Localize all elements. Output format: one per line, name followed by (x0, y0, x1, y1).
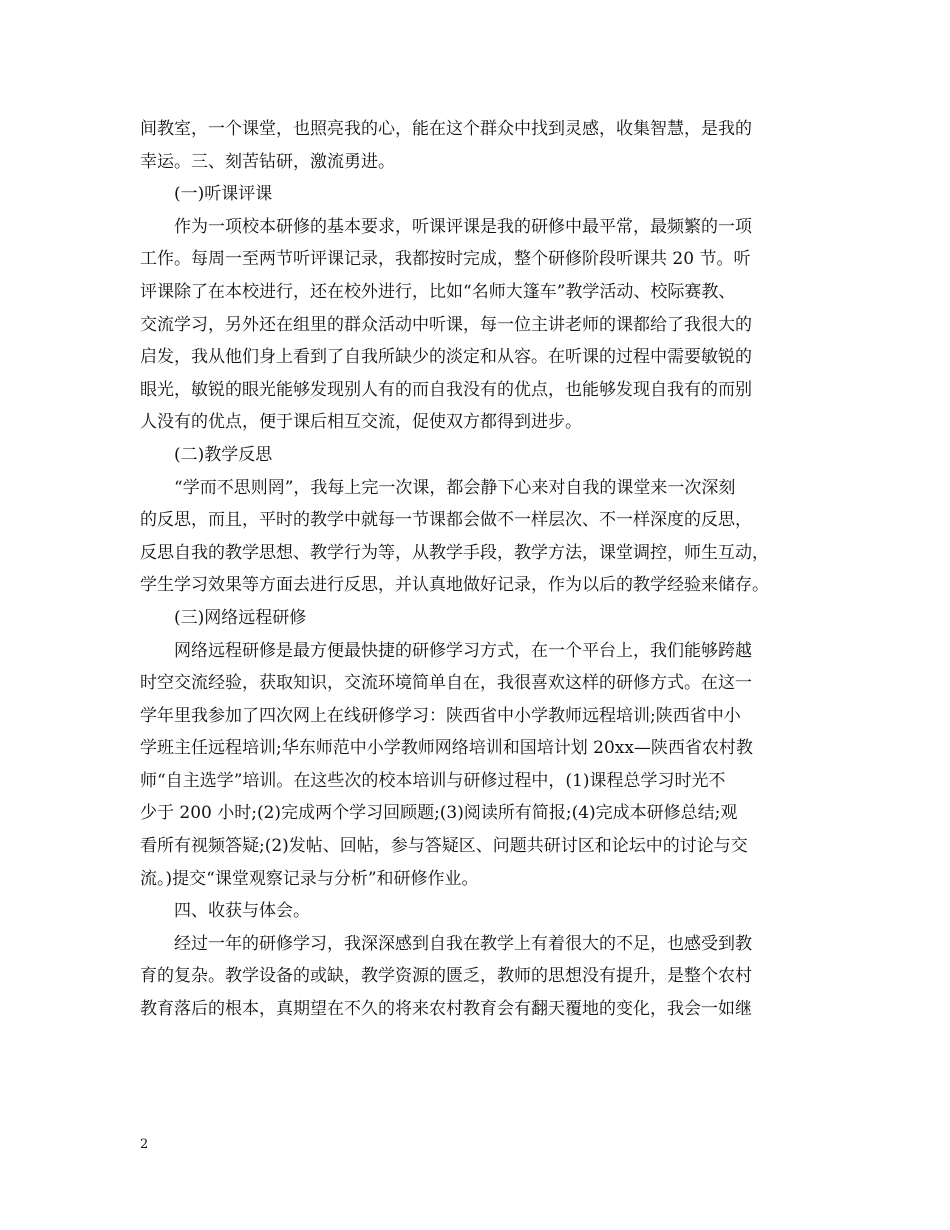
text-line: (三)网络远程研修 (174, 607, 307, 628)
text-line: “学而不思则罔”，我每上完一次课，都会静下心来对自我的课堂来一次深刻 (174, 477, 736, 498)
text-line: 学生学习效果等方面去进行反思，并认真地做好记录，作为以后的教学经验来储存。 (140, 575, 769, 596)
text-line: 少于 200 小时;(2)完成两个学习回顾题;(3)阅读所有简报;(4)完成本研修总结;观 (140, 803, 738, 824)
text-line: 经过一年的研修学习，我深深感到自我在教学上有着很大的不足，也感受到教 (174, 933, 752, 954)
text-line: 学年里我参加了四次网上在线研修学习：陕西省中小学教师远程培训;陕西省中小 (140, 705, 741, 726)
text-line: 学班主任远程培训;华东师范中小学教师网络培训和国培计划 20xx—陕西省农村教 (140, 738, 753, 759)
text-line: 流。)提交“课堂观察记录与分析”和研修作业。 (140, 868, 479, 889)
text-line: 幸运。三、刻苦钻研，激流勇进。 (140, 151, 395, 172)
text-line: 四、收获与体会。 (174, 901, 310, 922)
text-line: 启发，我从他们身上看到了自我所缺少的淡定和从容。在听课的过程中需要敏锐的 (140, 347, 752, 368)
text-line: 时空交流经验，获取知识，交流环境简单自在，我很喜欢这样的研修方式。在这一 (140, 673, 752, 694)
text-line: 反思自我的教学思想、教学行为等，从教学手段，教学方法，课堂调控，师生互动， (140, 542, 769, 563)
text-line: 间教室，一个课堂，也照亮我的心，能在这个群众中找到灵感，收集智慧，是我的 (140, 119, 752, 139)
text-line: 师“自主选学”培训。在这些次的校本培训与研修过程中，(1)课程总学习时光不 (140, 770, 726, 791)
text-line: 人没有的优点，便于课后相互交流，促使双方都得到进步。 (140, 412, 582, 433)
text-line: 工作。每周一至两节听评课记录，我都按时完成，整个研修阶段听课共 20 节。听 (140, 249, 751, 270)
text-line: 教育落后的根本，真期望在不久的将来农村教育会有翻天覆地的变化，我会一如继 (140, 999, 752, 1020)
text-line: 看所有视频答疑;(2)发帖、回帖，参与答疑区、问题共研讨区和论坛中的讨论与交 (140, 836, 748, 857)
text-line: 育的复杂。教学设备的或缺，教学资源的匮乏，教师的思想没有提升，是整个农村 (140, 966, 752, 987)
text-line: 交流学习，另外还在组里的群众活动中听课，每一位主讲老师的课都给了我很大的 (140, 314, 752, 335)
text-line: 眼光，敏锐的眼光能够发现别人有的而自我没有的优点，也能够发现自我有的而别 (140, 379, 752, 400)
page-number: 2 (140, 1137, 149, 1152)
text-line: (二)教学反思 (174, 444, 273, 465)
text-line: 网络远程研修是最方便最快捷的研修学习方式，在一个平台上，我们能够跨越 (174, 640, 752, 661)
text-line: 作为一项校本研修的基本要求，听课评课是我的研修中最平常，最频繁的一项 (174, 216, 752, 237)
text-line: 的反思，而且，平时的教学中就每一节课都会做不一样层次、不一样深度的反思， (140, 510, 752, 531)
text-line: 评课除了在本校进行，还在校外进行，比如“名师大篷车”教学活动、校际赛教、 (140, 281, 736, 302)
text-line: (一)听课评课 (174, 184, 273, 205)
body-text (140, 113, 820, 1026)
